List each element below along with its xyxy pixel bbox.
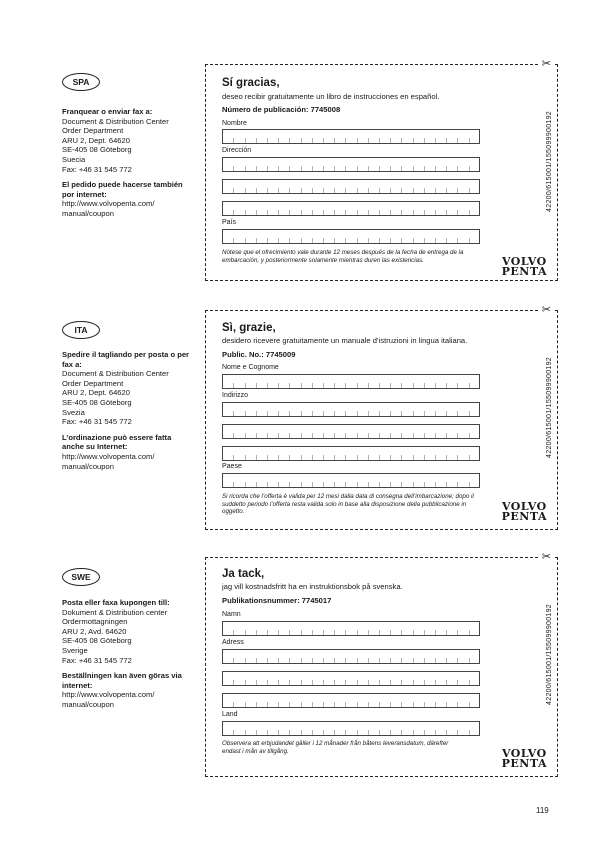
address-line: ARU 2, Dept. 64620	[62, 388, 130, 398]
address-field-3[interactable]	[222, 446, 480, 461]
language-badge-ita: ITA	[62, 321, 100, 339]
address-line: Order Department	[62, 126, 124, 136]
language-badge-spa: SPA	[62, 73, 100, 91]
fax-number: Fax: +46 31 545 772	[62, 164, 132, 174]
coupon-swe	[205, 551, 558, 777]
publication-number: Número de publicación: 7745008	[222, 105, 341, 114]
address-line: Dokument & Distribution center	[62, 607, 168, 617]
field-label-address: Dirección	[222, 147, 252, 154]
offer-note: Si ricorda che l’offerta è valida per 12 mesi dalla data di consegna dell’imbarcazione; dopo il suddetto periodo l’offerta resta valida solo in base alla disposizione della pubblicazione in oggetto.	[222, 493, 474, 516]
send-heading: Posta eller faxa kupongen till:	[62, 598, 170, 607]
online-heading: El pedido puede hacerse también por internet:	[62, 180, 183, 199]
address-field-3[interactable]	[222, 201, 480, 216]
publication-number: Publikationsnummer: 7745017	[222, 596, 332, 605]
coupon-title: Sì, grazie,	[222, 322, 276, 334]
field-label-address: Indirizzo	[222, 392, 249, 399]
field-label-name: Namn	[222, 611, 241, 618]
fax-number: Fax: +46 31 545 772	[62, 417, 132, 427]
publication-number: Public. No.: 7745009	[222, 350, 296, 359]
address-line: Document & Distribution Center	[62, 369, 169, 379]
address-line: Ordermottagningen	[62, 617, 128, 627]
address-line: Sverige	[62, 645, 88, 655]
address-line: Document & Distribution Center	[62, 116, 169, 126]
address-line: Order Department	[62, 378, 124, 388]
address-field-2[interactable]	[222, 179, 480, 194]
send-heading: Spedire il tagliando per posta o per fax a:	[62, 350, 190, 369]
name-field[interactable]	[222, 129, 480, 144]
language-badge-swe: SWE	[62, 568, 100, 586]
volvo-penta-logo: VOLVO PENTA	[501, 747, 547, 770]
url-line[interactable]: manual/coupon	[62, 461, 114, 471]
address-line: Svezia	[62, 407, 85, 417]
field-label-country: Paese	[222, 463, 242, 470]
volvo-penta-logo: VOLVO PENTA	[501, 255, 547, 278]
address-field-3[interactable]	[222, 693, 480, 708]
online-heading: L’ordinazione può essere fatta anche su Internet:	[62, 432, 172, 452]
address-line: SE-405 08 Göteborg	[62, 145, 132, 155]
scissors-icon: ✂	[541, 304, 551, 316]
coupon-spa	[205, 58, 558, 281]
coupon-code: 42200/615001/155099900192	[546, 357, 553, 458]
address-field-2[interactable]	[222, 424, 480, 439]
address-field-1[interactable]	[222, 402, 480, 417]
field-label-country: Land	[222, 711, 238, 718]
coupon-subtitle: desidero ricevere gratuitamente un manuale d’istruzioni in lingua italiana.	[222, 336, 468, 345]
field-label-country: País	[222, 219, 237, 226]
url-line[interactable]: manual/coupon	[62, 699, 114, 709]
country-field[interactable]	[222, 473, 480, 488]
send-instructions-swe	[62, 598, 192, 710]
address-field-2[interactable]	[222, 671, 480, 686]
send-instructions-spa	[62, 107, 192, 219]
field-label-address: Adress	[222, 639, 244, 646]
field-label-name: Nombre	[222, 120, 247, 127]
url-line[interactable]: manual/coupon	[62, 208, 114, 218]
coupon-code: 42200/615001/155099900192	[546, 111, 553, 212]
online-heading: Beställningen kan även göras via internet:	[62, 671, 182, 690]
coupon-title: Ja tack,	[222, 568, 265, 580]
address-line: ARU 2, Dept. 64620	[62, 135, 130, 145]
page-number: 119	[536, 806, 549, 815]
fax-number: Fax: +46 31 545 772	[62, 655, 132, 665]
url-line[interactable]: http://www.volvopenta.com/	[62, 451, 155, 461]
address-field-1[interactable]	[222, 157, 480, 172]
scissors-icon: ✂	[541, 58, 551, 70]
coupon-code: 42200/615001/155099900192	[546, 604, 553, 705]
offer-note: Nótese que el ofrecimiento vale durante 12 meses después de la fecha de entrega de la embarcación, y posteriormente solamente mientras duren las existencias.	[222, 249, 464, 264]
url-line[interactable]: http://www.volvopenta.com/	[62, 199, 155, 209]
name-field[interactable]	[222, 621, 480, 636]
send-instructions-ita	[62, 350, 192, 471]
field-label-name: Nome e Cognome	[222, 364, 279, 371]
url-line[interactable]: http://www.volvopenta.com/	[62, 690, 155, 700]
volvo-penta-logo: VOLVO PENTA	[501, 500, 547, 523]
address-line: SE-405 08 Göteborg	[62, 397, 132, 407]
coupon-title: Sí gracias,	[222, 77, 280, 89]
scissors-icon: ✂	[541, 551, 551, 563]
country-field[interactable]	[222, 229, 480, 244]
address-line: SE-405 08 Göteborg	[62, 636, 132, 646]
coupon-subtitle: jag vill kostnadsfritt ha en instruktionsbok på svenska.	[222, 582, 403, 591]
address-line: Suecia	[62, 154, 86, 164]
country-field[interactable]	[222, 721, 480, 736]
send-heading: Franquear o enviar fax a:	[62, 107, 153, 116]
address-field-1[interactable]	[222, 649, 480, 664]
address-line: ARU 2, Avd. 64620	[62, 626, 127, 636]
name-field[interactable]	[222, 374, 480, 389]
coupon-ita	[205, 304, 558, 530]
offer-note: Observera att erbjudandet gäller i 12 månader från båtens leveransdatum, därefter endast i mån av tillgång.	[222, 740, 449, 755]
coupon-subtitle: deseo recibir gratuitamente un libro de instrucciones en español.	[222, 92, 440, 101]
